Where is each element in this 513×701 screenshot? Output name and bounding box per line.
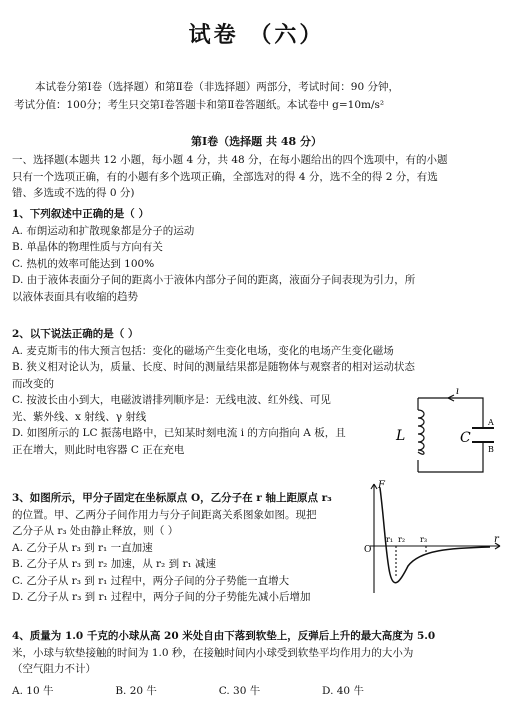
label-F: F	[378, 480, 385, 491]
q4-option-d: D. 40 牛	[322, 685, 364, 697]
q4-option-a: A. 10 牛	[12, 685, 54, 697]
q1-stem: 1、下列叙述中正确的是（ ）	[12, 208, 149, 220]
label-r1: r₁	[386, 535, 394, 544]
label-B: B	[488, 445, 494, 454]
q2-option-b-line-1: B. 狭义相对论认为，质量、长度、时间的测量结果都是随物体与观察者的相对运动状态	[12, 361, 415, 373]
lc-circuit-diagram	[388, 388, 500, 482]
q1-option-d-line-2: 以液体表面具有收缩的趋势	[12, 290, 138, 303]
q3-option-c: C. 乙分子从 r₃ 到 r₁ 过程中，两分子间的分子势能一直增大	[12, 574, 290, 587]
q4-stem-line-3: （空气阻力不计）	[12, 663, 96, 675]
question-4	[12, 628, 502, 678]
q3-option-a: A. 乙分子从 r₃ 到 r₁ 一直加速	[12, 541, 153, 554]
label-O: O	[364, 545, 372, 555]
q1-option-c: C. 热机的效率可能达到 100%	[12, 257, 155, 270]
intro-line-1: 本试卷分第Ⅰ卷（选择题）和第Ⅱ卷（非选择题）两部分，考试时间：90 分钟，	[35, 81, 399, 93]
section-line-1: 一、选择题(本题共 12 小题，每小题 4 分，共 48 分，在每小题给出的四个选项中，有的小题	[12, 154, 448, 166]
q3-option-d: D. 乙分子从 r₃ 到 r₁ 过程中，两分子间的分子势能先减小后增加	[12, 591, 311, 603]
q1-option-a: A. 布朗运动和扩散现象都是分子的运动	[12, 224, 195, 237]
q3-stem-line-1: 3、如图所示，甲分子固定在坐标原点 O，乙分子在 r 轴上距原点 r₃	[12, 492, 332, 504]
page-title: 试卷 （六）	[188, 22, 325, 48]
q2-stem: 2、以下说法正确的是（ ）	[12, 328, 139, 340]
label-r3: r₃	[420, 535, 428, 544]
q4-stem-line-2: 米，小球与软垫接触的时间为 1.0 秒，在接触时间内小球受到软垫平均作用力的大小为	[12, 646, 414, 659]
exam-intro	[14, 78, 500, 114]
q3-stem-line-2: 的位置。甲、乙两分子间作用力与分子间距离关系图象如图。现把	[12, 508, 317, 521]
part1-heading: 第Ⅰ卷（选择题 共 48 分）	[191, 135, 322, 148]
label-r: r	[494, 534, 499, 545]
label-i: i	[456, 388, 460, 397]
intro-line-2: 考试分值：100分；考生只交第Ⅰ卷答题卡和第Ⅱ卷答题纸。本试卷中 g=10m/s²	[14, 99, 385, 111]
q2-option-d-line-2: 正在增大，则此时电容器 C 正在充电	[12, 443, 185, 456]
q2-option-d-line-1: D. 如图所示的 LC 振荡电路中，已知某时刻电流 i 的方向指向 A 板，且	[12, 427, 346, 439]
force-distance-graph	[360, 478, 506, 600]
section-line-3: 错、多选或不选的得 0 分)	[12, 187, 135, 199]
label-C: C	[460, 430, 471, 446]
question-1	[12, 206, 502, 305]
inductor-coil	[418, 410, 424, 454]
label-A: A	[488, 418, 494, 427]
section-instructions	[12, 152, 502, 202]
q4-stem-line-1: 4、质量为 1.0 千克的小球从高 20 米处自由下落到软垫上，反弹后上升的最大高度为 5.0	[12, 630, 436, 642]
q1-option-d-line-1: D. 由于液体表面分子间的距离小于液体内部分子间的距离，液面分子间表现为引力，所	[12, 274, 416, 286]
q2-option-c-line-1: C. 按波长由小到大，电磁波谱排列顺序是：无线电波、红外线、可见	[12, 394, 331, 406]
section-line-2: 只有一个选项正确，有的小题有多个选项正确，全部选对的得 4 分，选不全的得 2 分，有选	[12, 170, 438, 183]
q2-option-c-line-2: 光、紫外线、x 射线、γ 射线	[12, 410, 147, 423]
q2-option-b-line-2: 而改变的	[12, 377, 54, 390]
label-r2: r₂	[398, 535, 406, 544]
label-L: L	[396, 428, 406, 444]
q1-option-b: B. 单晶体的物理性质与方向有关	[12, 241, 163, 253]
q3-stem-line-3: 乙分子从 r₃ 处由静止释放，则（ ）	[12, 525, 179, 537]
force-curve	[380, 488, 490, 583]
q2-option-a: A. 麦克斯韦的伟大预言包括：变化的磁场产生变化电场，变化的电场产生变化磁场	[12, 344, 394, 357]
q3-option-b: B. 乙分子从 r₃ 到 r₂ 加速，从 r₂ 到 r₁ 减速	[12, 558, 217, 570]
q4-option-c: C. 30 牛	[218, 685, 261, 697]
q4-option-b: B. 20 牛	[115, 685, 157, 697]
q4-options	[12, 683, 502, 698]
